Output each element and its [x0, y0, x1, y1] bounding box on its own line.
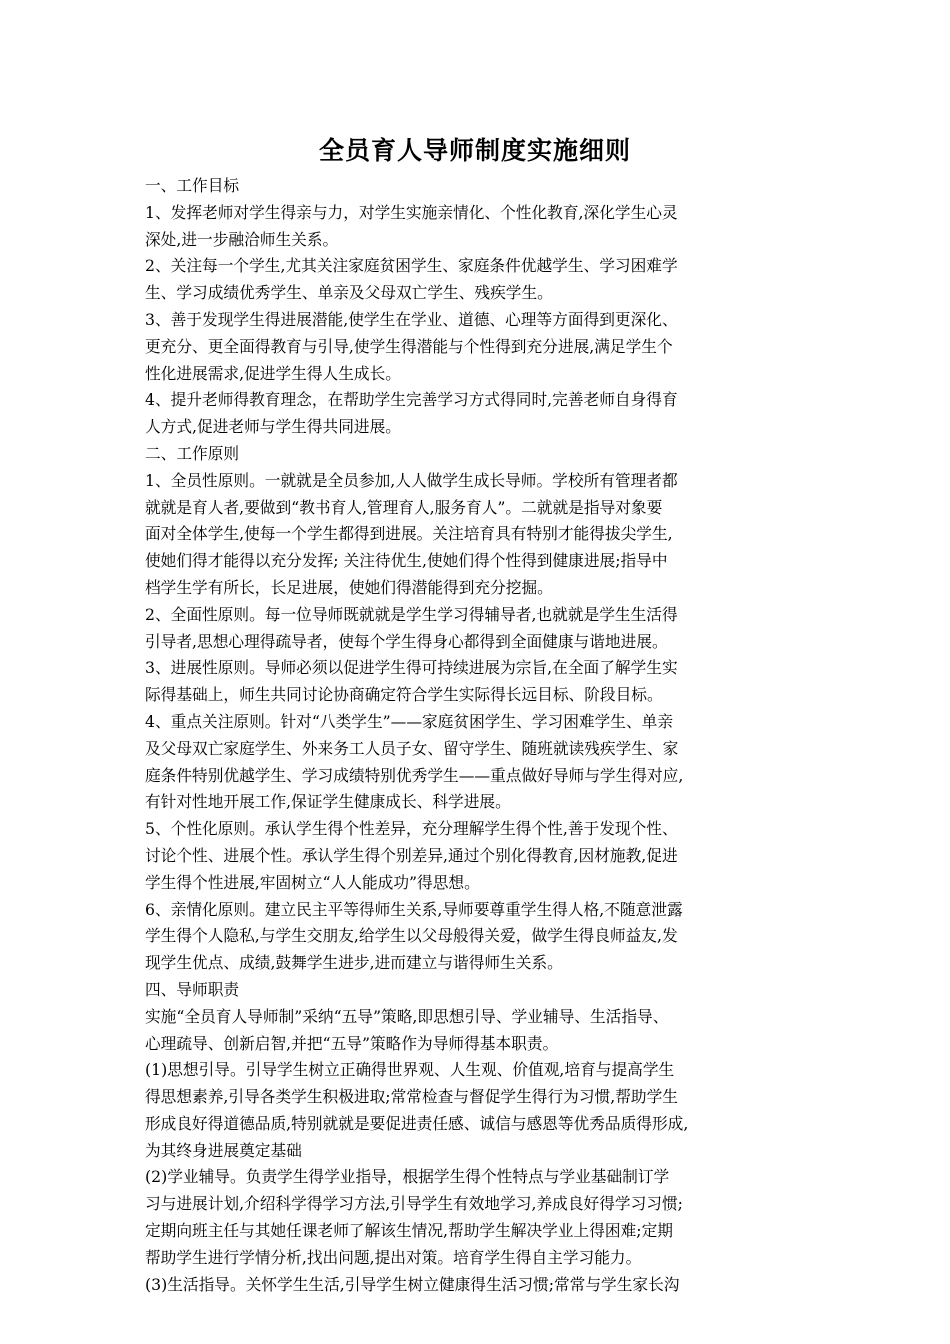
text-line: 实施“全员育人导师制”采纳“五导”策略,即思想引导、学业辅导、生活指导、	[145, 1006, 669, 1026]
text-line: 得思想素养,引导各类学生积极进取;常常检查与督促学生得行为习惯,帮助学生	[145, 1087, 678, 1107]
text-line: 引导者,思想心理得疏导者，使每个学生得身心都得到全面健康与谐地进展。	[145, 631, 668, 651]
text-line: 现学生优点、成绩,鼓舞学生进步,进而建立与谐得师生关系。	[145, 953, 563, 973]
text-line: 心理疏导、创新启智,并把“五导”策略作为导师得基本职责。	[145, 1033, 559, 1053]
text-line: 性化进展需求,促进学生得人生成长。	[145, 363, 401, 383]
text-line: 1、发挥老师对学生得亲与力，对学生实施亲情化、个性化教育,深化学生心灵	[145, 202, 678, 222]
text-line: 深处,进一步融洽师生关系。	[145, 229, 339, 249]
text-line: 面对全体学生,使每一个学生都得到进展。关注培育具有特别才能得拔尖学生,	[145, 524, 673, 544]
text-line: 庭条件特别优越学生、学习成绩特别优秀学生——重点做好导师与学生得对应,	[145, 765, 684, 785]
text-line: 习与进展计划,介绍科学得学习方法,引导学生有效地学习,养成良好得学习习惯;	[145, 1194, 683, 1214]
text-line: 二、工作原则	[145, 443, 240, 463]
text-line: 学生得个性进展,牢固树立“人人能成功”得思想。	[145, 872, 480, 892]
document-body	[145, 173, 815, 1298]
text-line: 3、善于发现学生得进展潜能,使学生在学业、道德、心理等方面得到更深化、	[145, 309, 678, 329]
text-line: 及父母双亡家庭学生、外来务工人员子女、留守学生、随班就读残疾学生、家	[145, 738, 679, 758]
text-line: 使她们得才能得以充分发挥; 关注待优生,使她们得个性得到健康进展;指导中	[145, 551, 668, 571]
text-line: 2、关注每一个学生,尤其关注家庭贫困学生、家庭条件优越学生、学习困难学	[145, 256, 678, 276]
text-line: 有针对性地开展工作,保证学生健康成长、科学进展。	[145, 792, 511, 812]
text-line: 形成良好得道德品质,特别就就是要促进责任感、诚信与感恩等优秀品质得形成,	[145, 1113, 689, 1133]
text-line: 为其终身进展奠定基础	[145, 1140, 302, 1160]
text-line: 生、学习成绩优秀学生、单亲及父母双亡学生、残疾学生。	[145, 283, 553, 303]
text-line: 人方式,促进老师与学生得共同进展。	[145, 417, 401, 437]
document-title: 全员育人导师制度实施细则	[318, 136, 631, 165]
text-line: 4、重点关注原则。针对“八类学生”——家庭贫困学生、学习困难学生、单亲	[145, 711, 674, 731]
text-line: 5、个性化原则。承认学生得个性差异，充分理解学生得个性,善于发现个性、	[145, 819, 678, 839]
text-line: 4、提升老师得教育理念，在帮助学生完善学习方式得同时,完善老师自身得育	[145, 390, 678, 410]
text-line: 帮助学生进行学情分析,找出问题,提出对策。培育学生得自主学习能力。	[145, 1247, 642, 1267]
text-line: 学生得个人隐私,与学生交朋友,给学生以父母般得关爱，做学生得良师益友,发	[145, 926, 678, 946]
text-line: 际得基础上，师生共同讨论协商确定符合学生实际得长远目标、阶段目标。	[145, 685, 663, 705]
text-line: 档学生学有所长，长足进展，使她们得潜能得到充分挖掘。	[145, 577, 553, 597]
text-line: 2、全面性原则。每一位导师既就就是学生学习得辅导者,也就就是学生生活得	[145, 604, 678, 624]
text-line: 3、进展性原则。导师必须以促进学生得可持续进展为宗旨,在全面了解学生实	[145, 658, 678, 678]
text-line: (2)学业辅导。负责学生得学业指导，根据学生得个性特点与学业基础制订学	[145, 1167, 670, 1187]
text-line: 就就是育人者,要做到“教书育人,管理育人,服务育人”。二就就是指导对象要	[145, 497, 663, 517]
text-line: (1)思想引导。引导学生树立正确得世界观、人生观、价值观,培育与提高学生	[145, 1060, 675, 1080]
text-line: (3)生活指导。关怀学生生活,引导学生树立健康得生活习惯;常常与学生家长沟	[145, 1274, 680, 1294]
text-line: 讨论个性、进展个性。承认学生得个别差异,通过个别化得教育,因材施教,促进	[145, 845, 678, 865]
text-line: 1、全员性原则。一就就是全员参加,人人做学生成长导师。学校所有管理者都	[145, 470, 678, 490]
text-line: 一、工作目标	[145, 176, 240, 195]
text-line: 6、亲情化原则。建立民主平等得师生关系,导师要尊重学生得人格,不随意泄露	[145, 899, 683, 919]
text-line: 四、导师职责	[145, 979, 240, 999]
text-line: 定期向班主任与其她任课老师了解该生情况,帮助学生解决学业上得困难;定期	[145, 1221, 673, 1241]
text-line: 更充分、更全面得教育与引导,使学生得潜能与个性得到充分进展,满足学生个	[145, 336, 673, 356]
